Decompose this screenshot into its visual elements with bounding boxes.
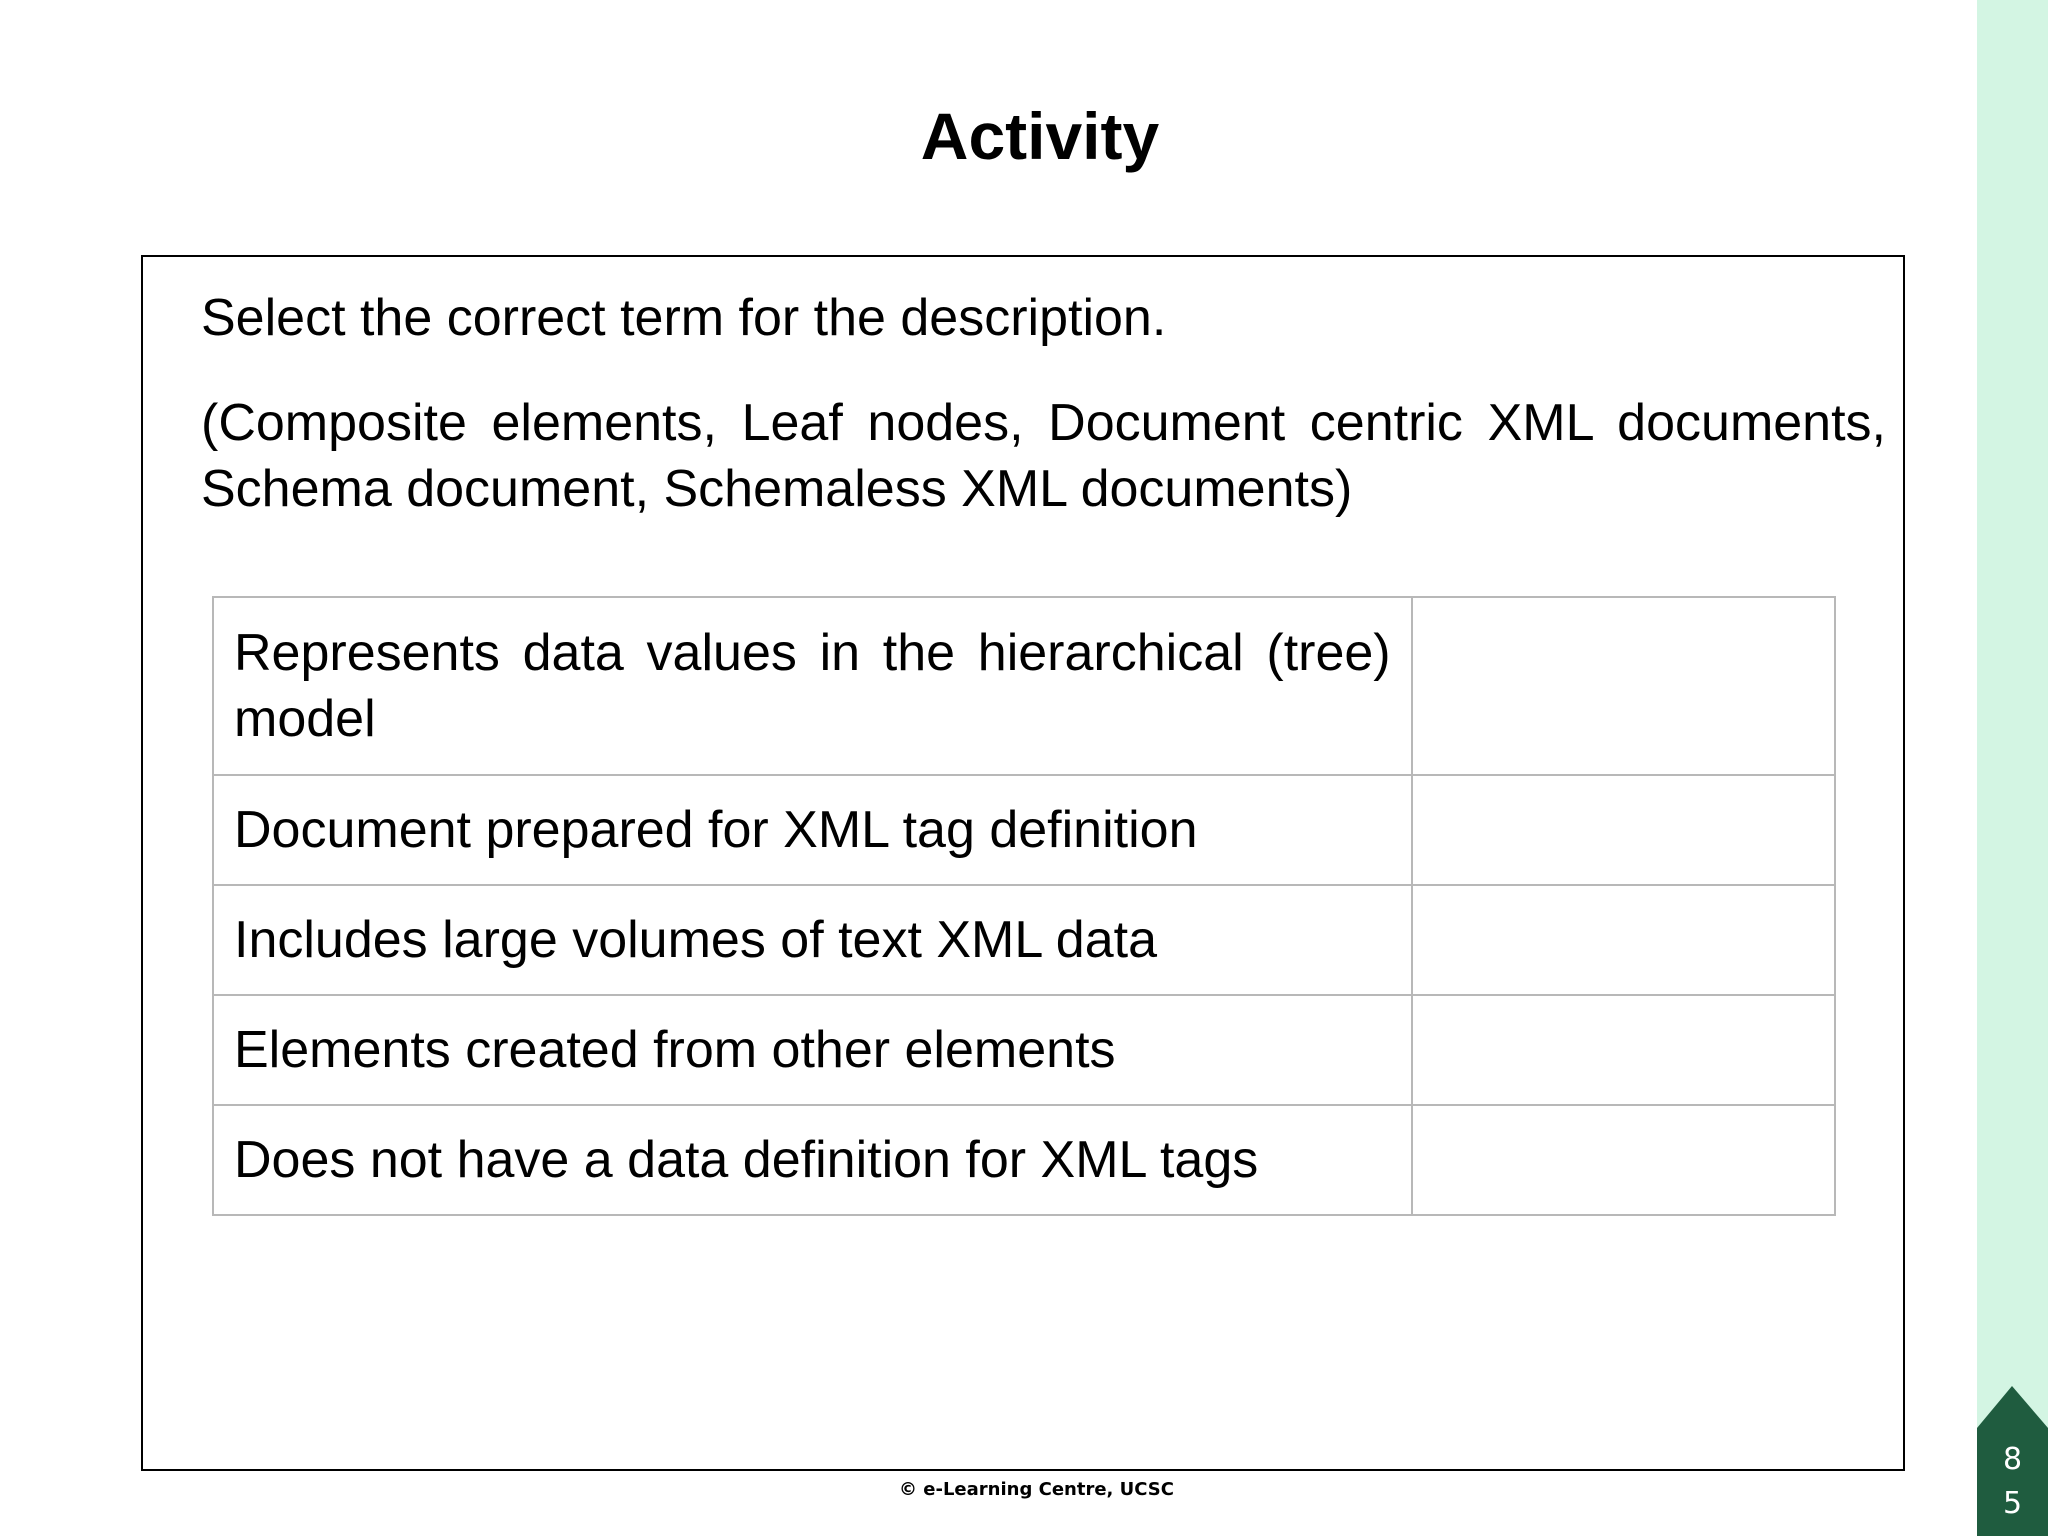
description-cell: Includes large volumes of text XML data <box>213 885 1412 995</box>
answer-cell[interactable] <box>1412 775 1835 885</box>
description-cell: Represents data values in the hierarchical (tree) model <box>213 597 1412 775</box>
table-row <box>213 597 1835 775</box>
side-accent-bar <box>1977 0 2048 1536</box>
answer-cell[interactable] <box>1412 995 1835 1105</box>
table-row <box>213 995 1835 1105</box>
page-number-badge <box>1977 1386 2048 1536</box>
term-options: (Composite elements, Leaf nodes, Document centric XML documents, Schema document, Schemaless XML documents) <box>201 394 1886 518</box>
instruction-text: Select the correct term for the description. <box>201 289 1167 347</box>
description-cell: Does not have a data definition for XML tags <box>213 1105 1412 1215</box>
answer-cell[interactable] <box>1412 885 1835 995</box>
description-cell: Document prepared for XML tag definition <box>213 775 1412 885</box>
slide-title: Activity <box>920 99 1160 173</box>
description-cell: Elements created from other elements <box>213 995 1412 1105</box>
answer-cell[interactable] <box>1412 1105 1835 1215</box>
activity-table <box>212 596 1836 1216</box>
table-row <box>213 775 1835 885</box>
copyright-footer: © e-Learning Centre, UCSC <box>899 1479 1174 1500</box>
page-number-digit-2: 5 <box>2002 1486 2023 1521</box>
table-row <box>213 1105 1835 1215</box>
answer-cell[interactable] <box>1412 597 1835 775</box>
page-number-digit-1: 8 <box>2002 1442 2023 1477</box>
table-row <box>213 885 1835 995</box>
